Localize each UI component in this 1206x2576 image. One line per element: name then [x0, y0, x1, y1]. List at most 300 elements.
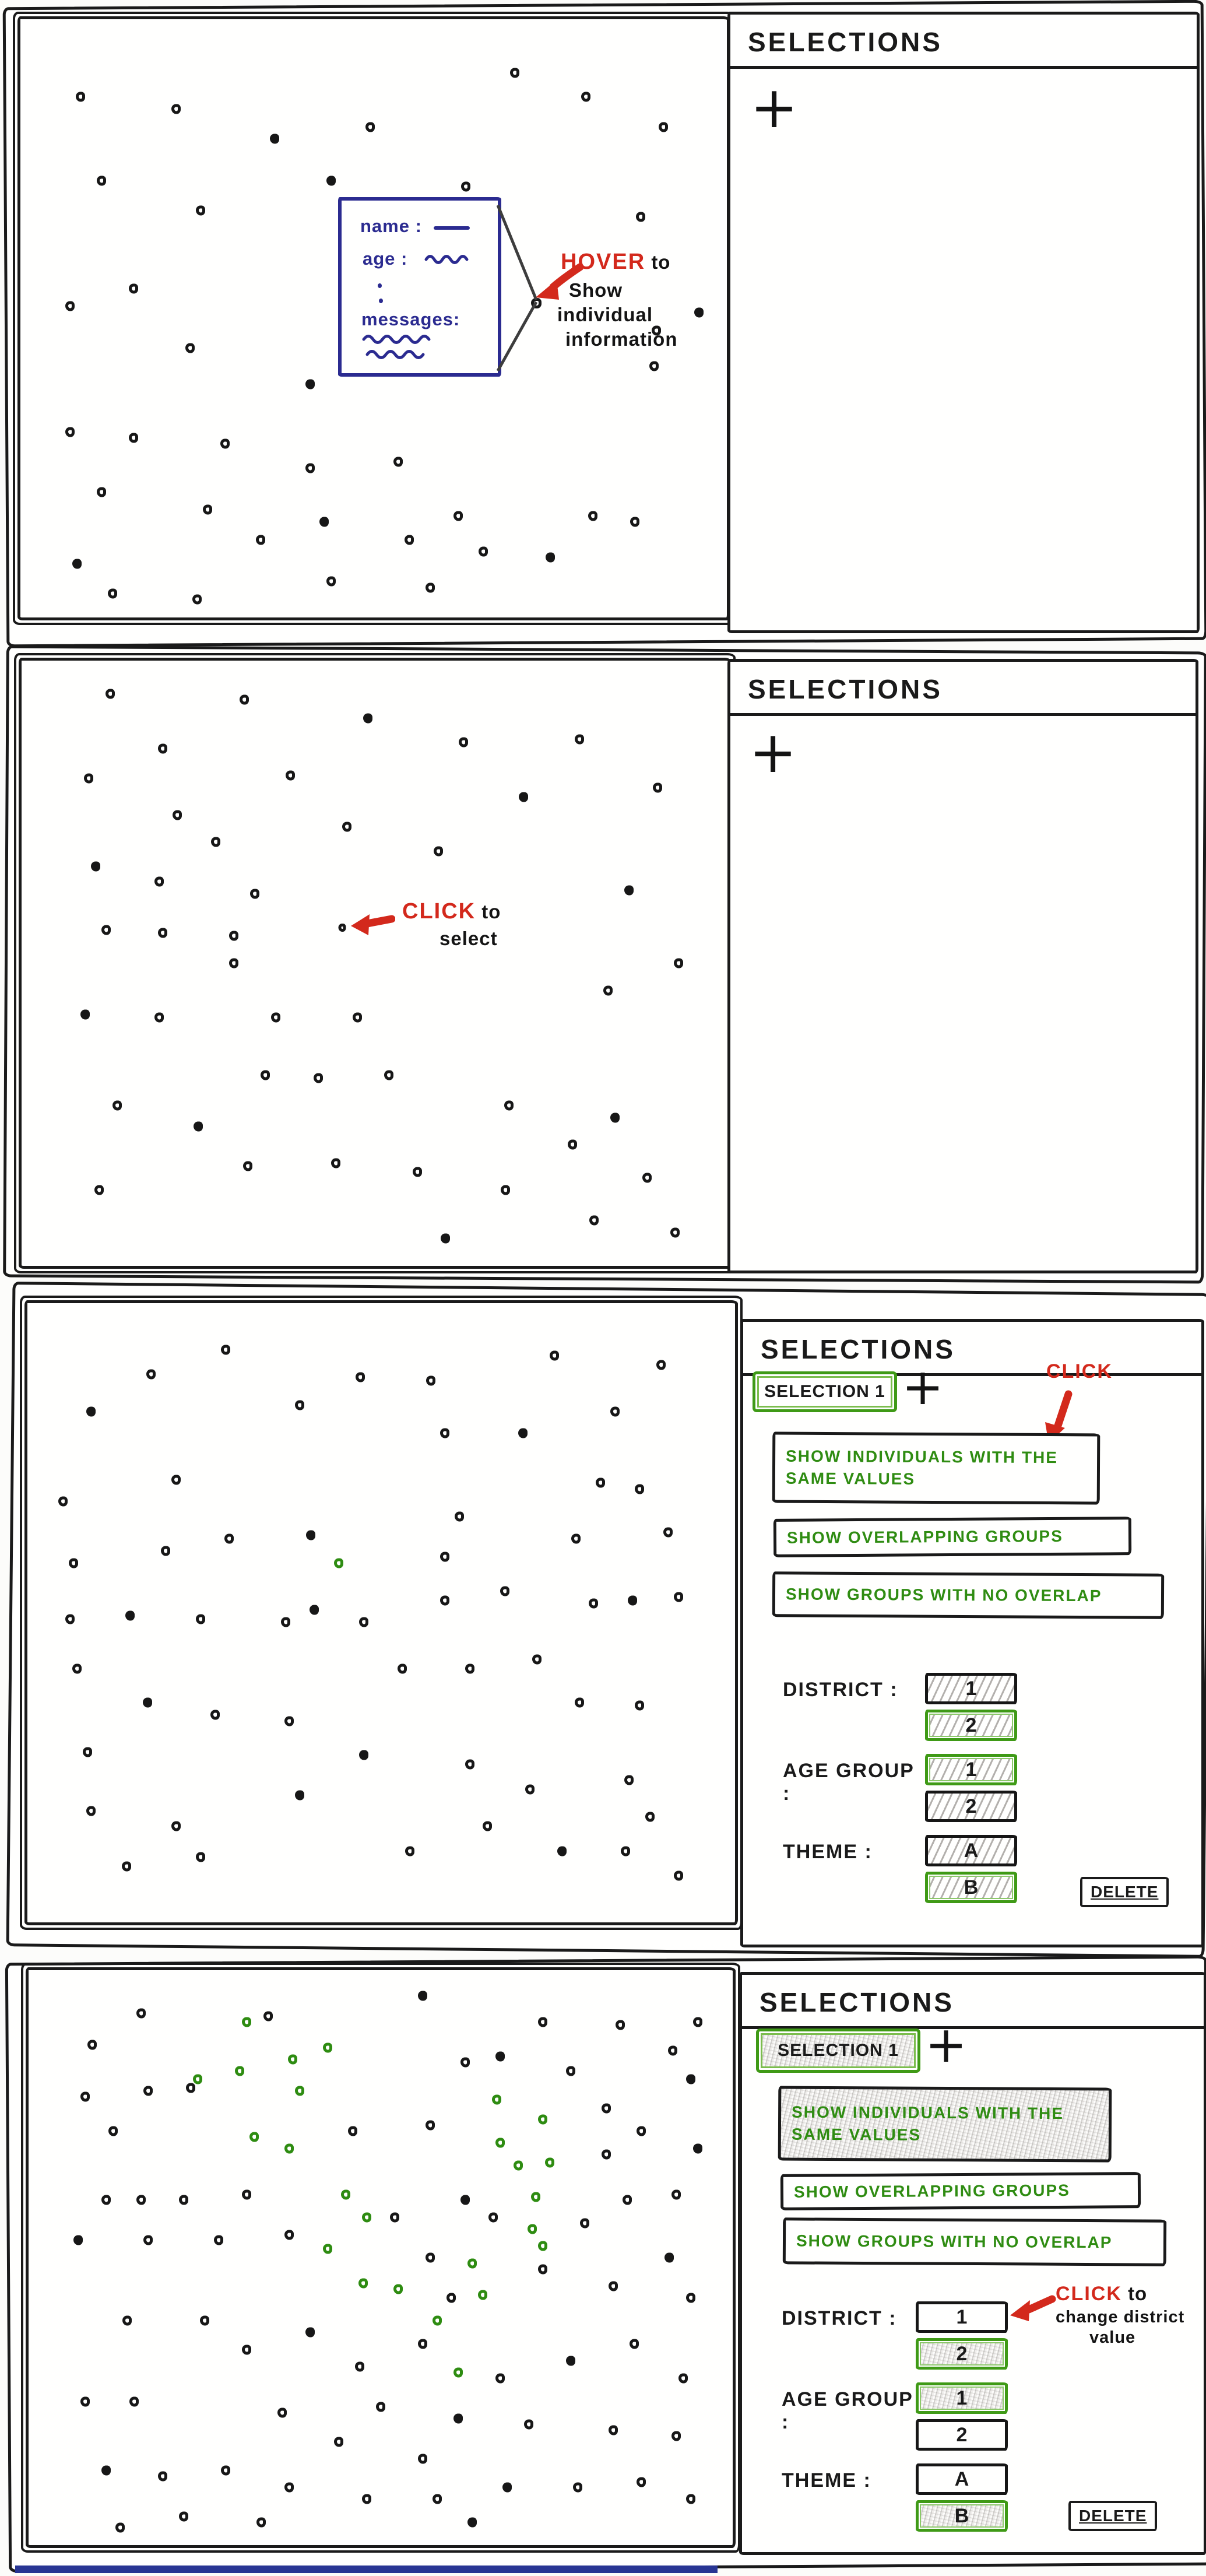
data-point[interactable]	[256, 2517, 266, 2527]
data-point[interactable]	[686, 2494, 695, 2504]
data-point[interactable]	[65, 1614, 75, 1624]
data-point[interactable]	[621, 1846, 630, 1856]
show-overlapping-groups-button[interactable]: SHOW OVERLAPPING GROUPS	[773, 1517, 1131, 1557]
data-point[interactable]	[359, 1617, 368, 1627]
data-point-selected[interactable]	[358, 2279, 368, 2289]
data-point[interactable]	[461, 182, 470, 192]
data-point[interactable]	[203, 505, 212, 515]
data-point[interactable]	[659, 122, 668, 132]
filter-option-1[interactable]: 1	[916, 2382, 1008, 2414]
data-point[interactable]	[603, 985, 613, 995]
hover-hint-line: Show	[569, 279, 623, 301]
delete-label: DELETE	[1079, 2507, 1147, 2525]
filter-label: DISTRICT :	[783, 1679, 898, 1701]
data-point[interactable]	[671, 2431, 681, 2441]
data-point[interactable]	[359, 1750, 368, 1760]
filter-option-1[interactable]: 1	[925, 1673, 1017, 1704]
data-point[interactable]	[575, 734, 584, 744]
data-point-selected[interactable]	[433, 2316, 442, 2326]
data-point[interactable]	[460, 2057, 470, 2067]
data-point[interactable]	[624, 1775, 634, 1785]
data-point[interactable]	[635, 1484, 644, 1494]
tooltip-ellipsis	[378, 283, 382, 288]
data-point[interactable]	[538, 2264, 547, 2274]
add-selection-button[interactable]: +	[902, 1358, 944, 1416]
data-point[interactable]	[610, 1112, 620, 1122]
data-point[interactable]	[73, 2235, 83, 2245]
data-point[interactable]	[440, 1595, 449, 1605]
data-point[interactable]	[72, 559, 82, 568]
data-point[interactable]	[314, 1073, 323, 1083]
data-point-selected[interactable]	[235, 2066, 244, 2076]
data-point[interactable]	[413, 1167, 422, 1177]
data-point[interactable]	[459, 738, 468, 747]
data-point[interactable]	[589, 1599, 598, 1609]
data-point[interactable]	[129, 283, 138, 293]
filter-option-2[interactable]: 2	[925, 1710, 1017, 1741]
data-point-selected[interactable]	[288, 2054, 297, 2064]
data-point-selected[interactable]	[242, 2017, 251, 2027]
data-point-selected[interactable]	[453, 2368, 463, 2378]
data-point[interactable]	[91, 861, 100, 871]
data-point[interactable]	[101, 2195, 111, 2205]
data-point[interactable]	[106, 689, 115, 699]
data-point[interactable]	[122, 2316, 132, 2326]
show-groups-no-overlap-button[interactable]: SHOW GROUPS WITH NO OVERLAP	[783, 2217, 1166, 2266]
data-point[interactable]	[143, 1697, 152, 1707]
data-point[interactable]	[284, 1716, 294, 1726]
filter-option-A[interactable]: A	[916, 2463, 1008, 2495]
selections-title: SELECTIONS	[748, 674, 943, 704]
data-point[interactable]	[284, 2230, 294, 2240]
data-point[interactable]	[194, 1122, 203, 1132]
data-point[interactable]	[694, 307, 704, 317]
add-selection-button[interactable]: +	[749, 720, 797, 786]
delete-button[interactable]	[1068, 2501, 1157, 2531]
data-point[interactable]	[80, 2091, 90, 2101]
click-hint	[402, 899, 501, 950]
data-point[interactable]	[295, 1401, 304, 1410]
data-point[interactable]	[398, 1663, 407, 1673]
data-point[interactable]	[185, 343, 195, 353]
data-point[interactable]	[580, 2218, 589, 2228]
hover-hint-line: individual	[557, 304, 653, 325]
data-point[interactable]	[501, 1185, 510, 1195]
data-point[interactable]	[221, 1345, 230, 1354]
data-point[interactable]	[635, 1701, 644, 1711]
data-point[interactable]	[479, 547, 488, 557]
data-point[interactable]	[220, 439, 230, 449]
data-point[interactable]	[221, 2465, 230, 2475]
data-point[interactable]	[653, 782, 662, 792]
data-point[interactable]	[261, 1071, 270, 1080]
filter-option-2[interactable]: 2	[916, 2419, 1008, 2451]
add-selection-button[interactable]: +	[750, 75, 799, 141]
data-point[interactable]	[628, 1595, 637, 1605]
data-point[interactable]	[86, 1406, 96, 1416]
data-point[interactable]	[281, 1617, 290, 1627]
data-point[interactable]	[518, 1429, 528, 1438]
data-point[interactable]	[331, 1158, 340, 1168]
data-point[interactable]	[686, 2075, 695, 2084]
data-point-selected[interactable]	[334, 1559, 343, 1568]
filter-option-B[interactable]: B	[925, 1872, 1017, 1903]
data-point[interactable]	[393, 457, 403, 467]
data-point[interactable]	[200, 2316, 209, 2326]
data-point[interactable]	[663, 1527, 673, 1537]
data-point[interactable]	[455, 1512, 464, 1522]
data-point[interactable]	[566, 2066, 575, 2076]
data-point[interactable]	[546, 553, 555, 563]
data-point[interactable]	[649, 362, 659, 371]
data-point-selected[interactable]	[492, 2094, 501, 2104]
data-point[interactable]	[196, 1852, 205, 1862]
district-click-action: CLICK	[1056, 2283, 1122, 2305]
data-point[interactable]	[97, 487, 106, 497]
data-point[interactable]	[270, 134, 279, 144]
data-point[interactable]	[192, 595, 202, 605]
click-hint-line: select	[439, 928, 498, 949]
data-point[interactable]	[229, 931, 238, 941]
data-point[interactable]	[171, 1822, 181, 1831]
data-point[interactable]	[179, 2195, 188, 2205]
data-point-selected[interactable]	[495, 2138, 505, 2147]
data-point[interactable]	[108, 2126, 118, 2136]
data-point[interactable]	[125, 1611, 135, 1621]
data-point[interactable]	[161, 1546, 170, 1556]
data-point[interactable]	[602, 2103, 611, 2113]
district-click-line: change district	[1056, 2308, 1185, 2326]
data-point[interactable]	[129, 2396, 139, 2406]
data-point[interactable]	[158, 928, 167, 938]
data-point[interactable]	[390, 2212, 399, 2222]
data-point[interactable]	[538, 2017, 547, 2027]
data-point[interactable]	[418, 2454, 427, 2464]
data-point[interactable]	[566, 2356, 575, 2366]
data-point[interactable]	[136, 2008, 146, 2018]
data-point-selected[interactable]	[478, 2290, 487, 2300]
data-point[interactable]	[678, 2374, 688, 2384]
data-point-selected[interactable]	[193, 2075, 202, 2084]
data-point[interactable]	[355, 2362, 364, 2372]
data-point[interactable]	[58, 1496, 68, 1506]
data-point[interactable]	[97, 176, 106, 186]
data-point-selected[interactable]	[284, 2143, 294, 2153]
data-point[interactable]	[588, 511, 597, 521]
data-point[interactable]	[319, 517, 329, 527]
data-point[interactable]	[616, 2020, 625, 2030]
data-point[interactable]	[426, 582, 435, 592]
data-point-selected[interactable]	[249, 2132, 259, 2142]
data-point[interactable]	[65, 301, 75, 311]
data-point[interactable]	[356, 1373, 365, 1382]
data-point[interactable]	[642, 1173, 652, 1183]
data-point[interactable]	[305, 379, 315, 389]
data-point[interactable]	[243, 1161, 252, 1171]
selection-tab[interactable]: SELECTION 1	[753, 1371, 897, 1412]
data-point[interactable]	[510, 68, 519, 78]
data-point-selected[interactable]	[538, 2115, 547, 2125]
data-point[interactable]	[211, 837, 220, 847]
data-point[interactable]	[146, 1370, 156, 1380]
data-point-selected[interactable]	[467, 2258, 477, 2268]
data-point[interactable]	[426, 2253, 435, 2263]
data-point[interactable]	[495, 2051, 505, 2061]
data-point[interactable]	[693, 2017, 702, 2027]
data-point[interactable]	[426, 1375, 435, 1385]
data-point[interactable]	[112, 1100, 122, 1110]
data-point[interactable]	[342, 822, 351, 832]
selections-panel-1	[727, 12, 1200, 633]
filter-row	[782, 2382, 1155, 2451]
data-point[interactable]	[362, 2494, 371, 2504]
data-point[interactable]	[418, 2339, 427, 2349]
scatter-plot-4[interactable]	[26, 1967, 736, 2548]
data-point-selected[interactable]	[531, 2192, 540, 2202]
district-click-connector: to	[1128, 2283, 1148, 2304]
data-point[interactable]	[656, 1360, 666, 1370]
data-point[interactable]	[250, 889, 259, 899]
data-point[interactable]	[286, 771, 295, 781]
data-point[interactable]	[573, 2483, 582, 2493]
data-point[interactable]	[271, 1013, 280, 1023]
data-point[interactable]	[305, 2328, 315, 2338]
data-point[interactable]	[240, 695, 249, 705]
data-point[interactable]	[334, 2437, 343, 2447]
data-point[interactable]	[405, 1846, 414, 1856]
data-point[interactable]	[115, 2523, 125, 2533]
data-point[interactable]	[557, 1846, 567, 1856]
data-point[interactable]	[440, 1429, 449, 1438]
filter-option-1[interactable]: 1	[925, 1754, 1017, 1785]
data-point[interactable]	[434, 846, 443, 856]
data-point[interactable]	[326, 176, 336, 186]
data-point[interactable]	[637, 2477, 646, 2487]
data-point[interactable]	[196, 206, 205, 216]
data-point[interactable]	[84, 774, 93, 784]
filter-option-B[interactable]: B	[916, 2500, 1008, 2532]
data-point[interactable]	[405, 535, 414, 545]
filter-label: THEME :	[782, 2469, 871, 2491]
data-point[interactable]	[581, 92, 590, 102]
data-point[interactable]	[532, 1654, 542, 1664]
data-point[interactable]	[339, 924, 346, 932]
filter-option-2[interactable]: 2	[925, 1791, 1017, 1822]
data-point[interactable]	[277, 2408, 287, 2418]
data-point[interactable]	[353, 1013, 362, 1023]
data-point[interactable]	[158, 743, 167, 753]
selections-header	[730, 15, 1197, 69]
data-point[interactable]	[495, 2374, 505, 2384]
show-groups-no-overlap-button[interactable]: SHOW GROUPS WITH NO OVERLAP	[772, 1571, 1164, 1619]
hover-hint-line: information	[565, 328, 678, 350]
add-selection-button[interactable]: +	[925, 2016, 968, 2074]
data-point-selected[interactable]	[528, 2224, 537, 2234]
data-point[interactable]	[525, 1784, 535, 1794]
data-point[interactable]	[441, 1234, 450, 1244]
hover-hint	[557, 250, 678, 350]
data-point[interactable]	[686, 2293, 695, 2303]
data-point-selected[interactable]	[393, 2284, 403, 2294]
data-point[interactable]	[295, 1791, 304, 1801]
data-point[interactable]	[179, 2511, 188, 2521]
data-point[interactable]	[504, 1100, 514, 1110]
filter-option-1[interactable]: 1	[916, 2301, 1008, 2333]
data-point[interactable]	[609, 2282, 618, 2291]
click-hint	[1046, 1360, 1113, 1383]
data-point[interactable]	[550, 1351, 559, 1361]
data-point[interactable]	[186, 2083, 195, 2093]
data-point[interactable]	[122, 1862, 131, 1872]
data-point[interactable]	[242, 2189, 251, 2199]
data-point[interactable]	[664, 2253, 674, 2263]
data-point[interactable]	[674, 1592, 683, 1602]
data-point[interactable]	[674, 959, 683, 968]
data-point[interactable]	[154, 1013, 164, 1023]
data-point[interactable]	[609, 2425, 618, 2435]
data-point[interactable]	[310, 1605, 319, 1615]
data-point[interactable]	[500, 1586, 509, 1596]
data-point[interactable]	[263, 2011, 273, 2021]
data-point-selected[interactable]	[295, 2086, 304, 2096]
data-point[interactable]	[670, 1227, 680, 1237]
data-point[interactable]	[693, 2143, 702, 2153]
show-individuals-button[interactable]: SHOW INDIVIDUALS WITH THE SAME VALUES	[772, 1432, 1100, 1505]
data-point[interactable]	[80, 2396, 90, 2406]
data-point[interactable]	[363, 713, 372, 723]
scatter-plot-3[interactable]	[24, 1300, 738, 1925]
data-point[interactable]	[94, 1185, 104, 1195]
data-point[interactable]	[568, 1140, 577, 1150]
show-overlapping-groups-button[interactable]: SHOW OVERLAPPING GROUPS	[780, 2172, 1141, 2210]
data-point[interactable]	[426, 2121, 435, 2131]
data-point[interactable]	[129, 433, 138, 443]
data-point[interactable]	[465, 1663, 474, 1673]
data-point[interactable]	[154, 876, 164, 886]
tooltip-ellipsis	[379, 299, 383, 303]
data-point[interactable]	[143, 2086, 153, 2096]
data-point[interactable]	[108, 588, 117, 598]
data-point[interactable]	[76, 92, 85, 102]
data-point[interactable]	[72, 1663, 82, 1673]
data-point[interactable]	[467, 2517, 477, 2527]
tooltip-name-value	[434, 226, 470, 230]
delete-button[interactable]	[1080, 1877, 1169, 1907]
data-point[interactable]	[326, 577, 336, 587]
data-point[interactable]	[465, 1760, 474, 1770]
tooltip-messages-label: messages:	[361, 309, 460, 329]
filter-row	[783, 1673, 1156, 1741]
filter-option-2[interactable]: 2	[916, 2338, 1008, 2370]
data-point[interactable]	[575, 1697, 584, 1707]
data-point[interactable]	[446, 2293, 456, 2303]
data-point-selected[interactable]	[514, 2161, 523, 2171]
data-point[interactable]	[101, 925, 111, 935]
data-point[interactable]	[636, 212, 645, 222]
data-point[interactable]	[365, 122, 375, 132]
data-point[interactable]	[671, 2189, 681, 2199]
data-point-selected[interactable]	[323, 2043, 332, 2053]
data-point[interactable]	[242, 2345, 251, 2354]
data-point[interactable]	[630, 2339, 639, 2349]
filter-label: AGE GROUP :	[782, 2388, 913, 2433]
selection-tab[interactable]: SELECTION 1	[756, 2028, 920, 2073]
data-point[interactable]	[602, 2149, 611, 2159]
data-point-selected[interactable]	[545, 2158, 554, 2168]
data-point[interactable]	[453, 511, 463, 521]
data-point[interactable]	[453, 2414, 463, 2424]
data-point[interactable]	[224, 1533, 234, 1543]
data-point[interactable]	[384, 1071, 393, 1080]
data-point[interactable]	[158, 2471, 167, 2481]
data-point[interactable]	[80, 1010, 90, 1020]
data-point[interactable]	[306, 1531, 315, 1540]
data-point[interactable]	[460, 2195, 470, 2205]
data-point[interactable]	[256, 535, 265, 545]
data-point-selected[interactable]	[323, 2244, 332, 2254]
data-point[interactable]	[214, 2235, 223, 2245]
data-point[interactable]	[173, 810, 182, 820]
data-point[interactable]	[284, 2483, 294, 2493]
tooltip-name-label: name :	[360, 216, 422, 236]
data-point[interactable]	[348, 2126, 357, 2136]
data-point[interactable]	[624, 886, 634, 896]
data-point[interactable]	[136, 2195, 146, 2205]
data-point[interactable]	[433, 2494, 442, 2504]
data-point[interactable]	[171, 104, 181, 114]
data-point[interactable]	[483, 1822, 492, 1831]
data-point[interactable]	[171, 1475, 181, 1484]
data-point[interactable]	[69, 1559, 78, 1568]
data-point[interactable]	[610, 1406, 620, 1416]
data-point[interactable]	[589, 1216, 599, 1226]
data-point[interactable]	[65, 427, 75, 437]
data-point[interactable]	[519, 792, 528, 802]
data-point[interactable]	[83, 1747, 92, 1757]
data-point[interactable]	[571, 1533, 581, 1543]
data-point[interactable]	[502, 2483, 512, 2493]
data-point[interactable]	[210, 1710, 220, 1720]
scatter-plot-2[interactable]	[19, 658, 731, 1269]
data-point[interactable]	[440, 1552, 449, 1562]
data-point[interactable]	[86, 1806, 96, 1816]
data-point[interactable]	[637, 2126, 646, 2136]
filter-option-A[interactable]: A	[925, 1835, 1017, 1866]
data-point[interactable]	[143, 2235, 153, 2245]
data-point[interactable]	[630, 517, 639, 527]
data-point-selected[interactable]	[362, 2212, 371, 2222]
data-point[interactable]	[596, 1477, 605, 1487]
data-point[interactable]	[229, 959, 238, 968]
data-point[interactable]	[196, 1614, 205, 1624]
data-point[interactable]	[376, 2402, 385, 2412]
data-point[interactable]	[418, 1991, 427, 2001]
data-point[interactable]	[623, 2195, 632, 2205]
data-point[interactable]	[668, 2046, 677, 2056]
data-point[interactable]	[101, 2465, 111, 2475]
data-point-selected[interactable]	[538, 2241, 547, 2251]
tooltip-age-value	[423, 250, 477, 266]
show-individuals-button[interactable]: SHOW INDIVIDUALS WITH THE SAME VALUES	[778, 2086, 1112, 2163]
data-point[interactable]	[305, 463, 315, 473]
data-point[interactable]	[524, 2419, 533, 2429]
data-point[interactable]	[87, 2040, 97, 2050]
data-point[interactable]	[488, 2212, 498, 2222]
data-point[interactable]	[674, 1871, 683, 1881]
filter-label: DISTRICT :	[782, 2307, 897, 2329]
data-point[interactable]	[645, 1812, 655, 1822]
data-point-selected[interactable]	[341, 2189, 350, 2199]
